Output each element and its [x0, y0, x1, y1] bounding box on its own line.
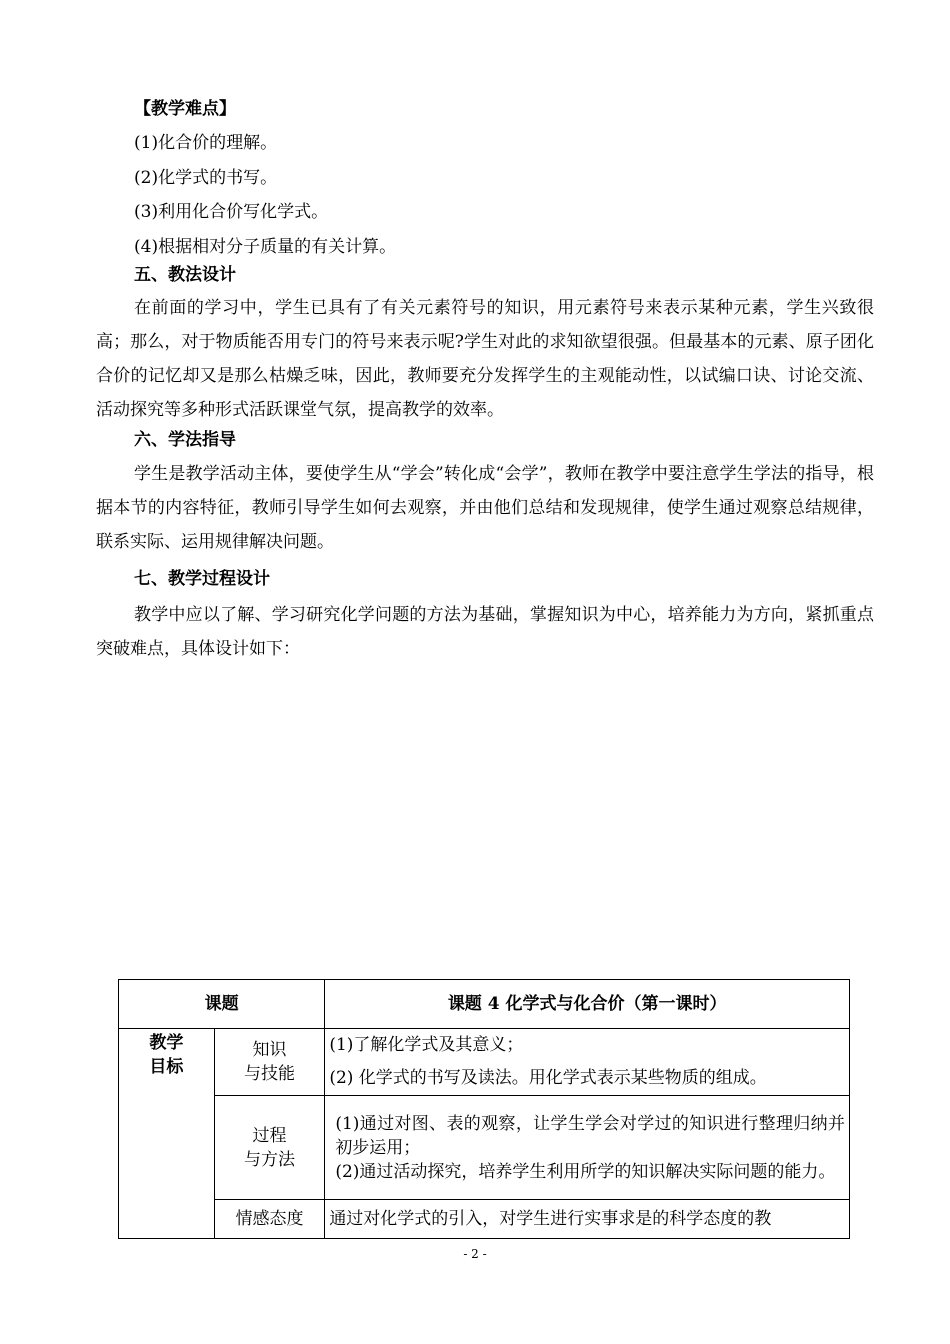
- table-row: [119, 1029, 850, 1096]
- goal-label-line: 目标: [149, 1057, 184, 1077]
- process-label-line: 过程: [252, 1125, 287, 1146]
- section5-heading: 五、教法设计: [134, 265, 236, 285]
- table-row: [119, 1200, 850, 1239]
- difficulty-item: (3)利用化合价写化学式。: [134, 202, 329, 222]
- knowledge-label: [214, 1029, 325, 1096]
- emotion-content: 通过对化学式的引入，对学生进行实事求是的科学态度的教: [325, 1200, 850, 1239]
- emotion-label: 情感态度: [214, 1200, 325, 1239]
- section6-paragraph: 学生是教学活动主体，要使学生从“学会”转化成“会学”，教师在教学中要注意学生学法的指导，根据本节的内容特征，教师引导学生如何去观察，并由他们总结和发现规律，使学生通过观察总结规律，联系实际、运用规律解决问题。: [96, 464, 874, 552]
- topic-value: 课题 4 化学式与化合价（第一课时）: [325, 980, 850, 1029]
- difficulty-item: (1)化合价的理解。: [134, 133, 278, 153]
- knowledge-label-line: 与技能: [244, 1064, 295, 1084]
- table-row: [119, 980, 850, 1029]
- goal-label-line: 教学: [149, 1033, 184, 1053]
- process-content: [325, 1096, 850, 1200]
- knowledge-label-line: 知识: [252, 1040, 287, 1060]
- section7-paragraph: 教学中应以了解、学习研究化学问题的方法为基础，掌握知识为中心，培养能力为方向，紧抓重点突破难点，具体设计如下：: [96, 605, 874, 659]
- table-row: [119, 1096, 850, 1200]
- difficulty-heading: 【教学难点】: [134, 99, 236, 119]
- process-item: (1)通过对图、表的观察，让学生学会对学过的知识进行整理归纳并初步运用；: [335, 1113, 845, 1158]
- knowledge-item: (2) 化学式的书写及读法。用化学式表示某些物质的组成。: [329, 1068, 767, 1088]
- section6-heading: 六、学法指导: [134, 430, 236, 450]
- page-number: - 2 -: [463, 1247, 487, 1261]
- topic-label: 课题: [119, 980, 325, 1029]
- goal-label: [119, 1029, 215, 1239]
- difficulty-item: (4)根据相对分子质量的有关计算。: [134, 237, 397, 257]
- process-label-line: 与方法: [244, 1149, 295, 1170]
- knowledge-item: (1)了解化学式及其意义；: [329, 1035, 524, 1055]
- process-label: [214, 1096, 325, 1200]
- section7-heading: 七、教学过程设计: [134, 569, 270, 589]
- difficulty-item: (2)化学式的书写。: [134, 168, 278, 188]
- process-item: (2)通过活动探究，培养学生利用所学的知识解决实际问题的能力。: [335, 1161, 836, 1182]
- section5-paragraph: 在前面的学习中，学生已具有了有关元素符号的知识，用元素符号来表示某种元素，学生兴致很高；那么，对于物质能否用专门的符号来表示呢?学生对此的求知欲望很强。但最基本的元素、原子团化合价的记忆却又是那么枯燥乏味，因此，教师要充分发挥学生的主观能动性，以试编口诀、讨论交流、活动探究等多种形式活跃课堂气氛，提高教学的效率。: [96, 298, 874, 420]
- knowledge-content: [325, 1029, 850, 1096]
- lesson-table: [118, 979, 850, 1239]
